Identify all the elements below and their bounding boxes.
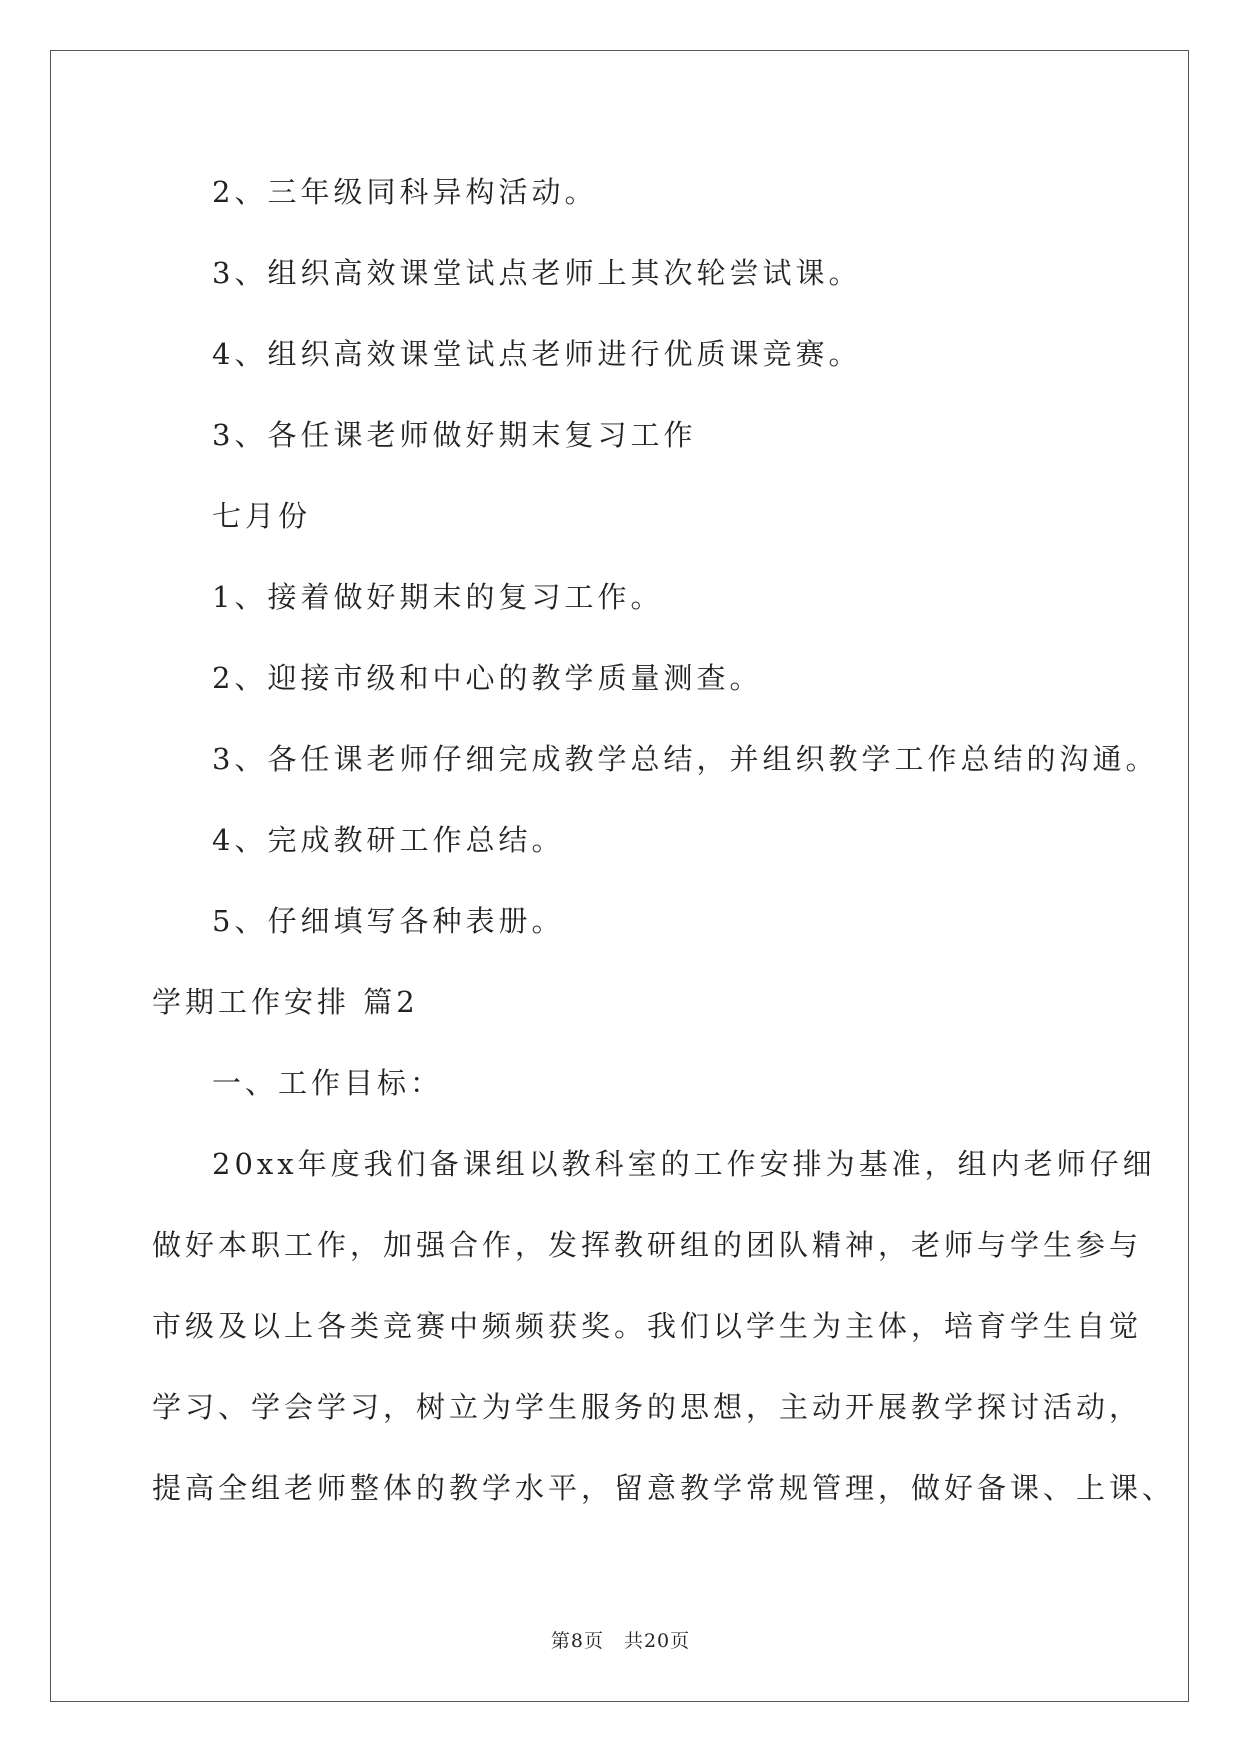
page-border — [50, 50, 1189, 1702]
section-heading: 七月份 — [212, 499, 312, 533]
subsection-heading: 一、工作目标： — [212, 1066, 444, 1100]
paragraph-line: 市级及以上各类竞赛中频频获奖。我们以学生为主体，培育学生自觉 — [152, 1309, 1143, 1343]
paragraph-line: 学习、学会学习，树立为学生服务的思想，主动开展教学探讨活动， — [152, 1390, 1143, 1424]
page-footer: 第8页 共20页 — [550, 1630, 691, 1652]
list-item: 1、接着做好期末的复习工作。 — [212, 580, 664, 614]
list-item: 4、完成教研工作总结。 — [212, 823, 565, 857]
list-item: 3、各任课老师做好期末复习工作 — [212, 418, 697, 452]
list-item: 5、仔细填写各种表册。 — [212, 904, 565, 938]
paragraph-line: 提高全组老师整体的教学水平，留意教学常规管理，做好备课、上课、 — [152, 1471, 1176, 1505]
list-item: 3、各任课老师仔细完成教学总结，并组织教学工作总结的沟通。 — [212, 742, 1159, 776]
list-item: 4、组织高效课堂试点老师进行优质课竞赛。 — [212, 337, 862, 371]
paragraph-line: 20xx年度我们备课组以教科室的工作安排为基准，组内老师仔细 — [212, 1147, 1156, 1181]
list-item: 3、组织高效课堂试点老师上其次轮尝试课。 — [212, 256, 862, 290]
list-item: 2、三年级同科异构活动。 — [212, 175, 598, 209]
article-heading: 学期工作安排 篇2 — [152, 985, 419, 1019]
list-item: 2、迎接市级和中心的教学质量测查。 — [212, 661, 763, 695]
paragraph-line: 做好本职工作，加强合作，发挥教研组的团队精神，老师与学生参与 — [152, 1228, 1143, 1262]
